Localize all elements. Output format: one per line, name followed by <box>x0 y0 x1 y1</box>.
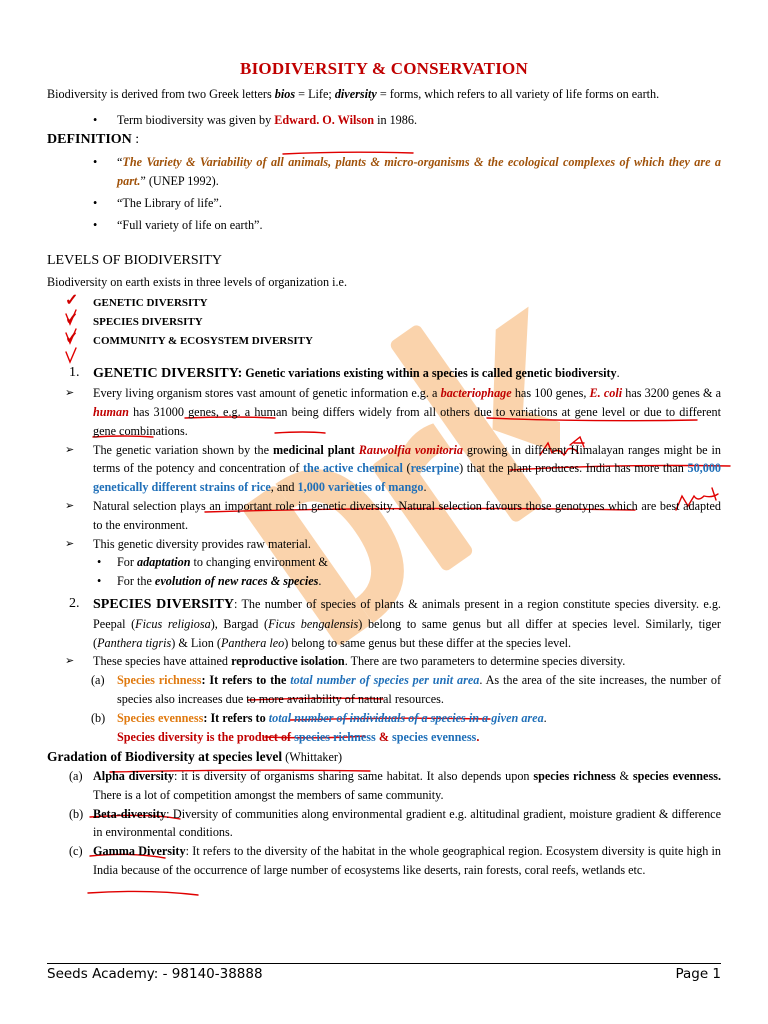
intro-text: Biodiversity is derived from two Greek letters <box>47 86 275 101</box>
intro-text: = forms, which refers to all variety of life forms on earth. <box>376 86 660 101</box>
text: ), Bargad ( <box>210 616 269 631</box>
text: has 3200 genes & a <box>622 386 722 401</box>
document-page <box>47 60 721 880</box>
arrow-bullet-icon: ➢ <box>65 387 75 400</box>
definition-quote: The Variety & Variability of all animals, plants & micro-organisms & the ecological complexes of which they are a part. <box>117 155 721 188</box>
text: ) belong to same genus but these differ at the species level. <box>284 635 572 650</box>
text: growing in different Himalayan ranges might be in terms of the potency and concentration of <box>93 442 721 476</box>
item-letter: (b) <box>69 806 84 821</box>
section-number: 2. <box>69 595 80 611</box>
species-richness-item <box>47 671 721 709</box>
text: : The number of species of plants & animals present in a region constitute species diversity. e.g. Peepal ( <box>93 596 721 631</box>
text: species evenness. <box>632 769 721 784</box>
term-ficus-bengalensis: Ficus bengalensis <box>268 616 359 631</box>
genetic-point-4 <box>47 535 721 554</box>
page-number: Page 1 <box>675 966 721 982</box>
term-human: human <box>93 404 129 419</box>
item-letter: (b) <box>91 710 106 725</box>
text: species richness <box>294 729 376 744</box>
term-rauwolfia: Rauwolfia vomitoria <box>358 442 463 457</box>
wilson-name: Edward. O. Wilson <box>274 112 375 127</box>
text: . As the area of the site increases, the number of species also increases due to more availability of natural resources. <box>117 673 722 706</box>
bullet-dot: • <box>93 155 98 170</box>
wilson-text: in 1986. <box>374 112 418 127</box>
term-reproductive-isolation: reproductive isolation <box>231 654 345 669</box>
checkmark-icon: ✓ <box>65 310 79 328</box>
definition-item-1 <box>47 153 721 191</box>
arrow-bullet-icon: ➢ <box>65 655 75 668</box>
text: For <box>117 555 137 570</box>
text: Species diversity is the product of <box>117 729 295 744</box>
term-reserpine: reserpine <box>410 461 460 476</box>
arrow-bullet-icon: ➢ <box>65 537 75 550</box>
text: . <box>543 710 547 725</box>
text: The genetic variation shown by the <box>93 442 273 457</box>
text: species richness <box>533 769 616 784</box>
term-bacteriophage: bacteriophage <box>440 386 512 401</box>
text: ( <box>402 461 411 476</box>
term-ficus-religiosa: Ficus religiosa <box>135 616 211 631</box>
alpha-diversity-item <box>47 767 721 805</box>
bullet-dot: • <box>93 217 98 232</box>
text: Every living organism stores vast amount of genetic information e.g. a <box>93 386 441 401</box>
text: has 100 genes, <box>511 386 590 401</box>
term-panthera-leo: Panthera leo <box>220 635 285 650</box>
gamma-diversity-item <box>47 842 721 880</box>
item-letter: (c) <box>69 844 83 859</box>
wilson-bullet <box>47 111 721 130</box>
term-active-chemical: the active chemical <box>302 461 403 476</box>
term-mango-varieties: 1,000 varieties of mango <box>297 480 424 495</box>
text: : it is diversity of organisms sharing same habitat. It also depends upon <box>174 769 534 784</box>
level-item-species <box>47 310 721 332</box>
evenness-definition: total number of individuals of a species in a given area <box>268 710 544 725</box>
definition-colon: : <box>131 132 140 148</box>
checkmark-icon: ✓ <box>65 291 79 309</box>
text: It refers to the <box>205 673 291 688</box>
term-gamma-diversity: Gamma Diversity <box>93 844 186 859</box>
level-label: SPECIES DIVERSITY <box>93 315 203 328</box>
level-label: GENETIC DIVERSITY <box>93 296 208 309</box>
section-number: 1. <box>69 365 80 381</box>
wilson-text: Term biodiversity was given by <box>117 112 275 127</box>
bullet-dot: • <box>93 112 98 127</box>
text: ) belong to same genus but all differ at species level. Similarly, tiger ( <box>93 616 721 650</box>
definition-text: “The Library of life”. <box>117 195 222 210</box>
genetic-point-1 <box>47 384 721 440</box>
text: has 31000 genes, e.g. a human being differs widely from all others due to variations at gene level or due to different gene combinations. <box>93 404 721 438</box>
section-definition: Genetic variations existing within a species is called genetic biodiversity <box>242 366 617 381</box>
term-diversity: diversity <box>334 86 377 101</box>
definition-item-2 <box>47 194 721 213</box>
section-title: SPECIES DIVERSITY <box>93 596 234 612</box>
beta-diversity-item <box>47 805 721 843</box>
page-footer <box>47 963 721 982</box>
arrow-bullet-icon: ➢ <box>65 499 75 512</box>
item-letter: (a) <box>69 769 83 784</box>
levels-heading: LEVELS OF BIODIVERSITY <box>47 253 222 269</box>
level-item-genetic <box>47 291 721 313</box>
bullet-dot: • <box>97 574 102 589</box>
intro-text: = Life; <box>295 86 335 101</box>
species-diversity-section <box>47 595 721 652</box>
term-species-richness: Species richness <box>117 673 202 688</box>
definition-heading <box>47 131 721 150</box>
definition-text: “Full variety of life on earth”. <box>117 217 263 232</box>
text: : It refers to the diversity of the habitat in the whole geographical region. Ecosystem diversity is quite high in India because of the occurrence of large number of ecosystems like deserts, rain forests, coral reefs, wetlands etc. <box>93 844 721 878</box>
arrow-bullet-icon: ➢ <box>65 443 75 456</box>
text: ) & Lion ( <box>171 635 221 650</box>
bullet-dot: • <box>93 195 98 210</box>
text: : <box>203 710 208 725</box>
species-point-1 <box>47 652 721 671</box>
term-rice-strains: 50,000 genetically different strains of rice <box>93 461 721 495</box>
bullet-dot: • <box>97 555 102 570</box>
text: species evenness <box>392 729 477 744</box>
text: . <box>423 480 427 495</box>
gradation-title: Gradation of Biodiversity at species level <box>47 749 283 765</box>
text: & <box>375 729 393 744</box>
text: It refers to <box>207 710 269 725</box>
text: : Diversity of communities along environmental gradient e.g. altitudinal gradient, moisture gradient & difference in environmental conditions. <box>93 806 721 840</box>
text: There is a lot of competition amongst the members of same community. <box>93 787 444 802</box>
term-alpha-diversity: Alpha diversity <box>93 769 175 784</box>
quote-open: “ <box>117 155 123 170</box>
text: . <box>476 729 480 744</box>
text: These species have attained <box>93 654 232 669</box>
checkmark-icon: ✓ <box>65 329 79 347</box>
levels-intro: Biodiversity on earth exists in three levels of organization i.e. <box>47 275 347 290</box>
term-beta-diversity: Beta-diversity <box>93 806 167 821</box>
section-title: GENETIC DIVERSITY: <box>93 366 243 382</box>
term-bios: bios <box>274 86 296 101</box>
term-ecoli: E. coli <box>589 386 623 401</box>
genetic-point-3 <box>47 497 721 535</box>
genetic-point-2 <box>47 441 721 497</box>
genetic-subpoint-2 <box>47 572 721 591</box>
term-adaptation: adaptation <box>136 555 191 570</box>
genetic-diversity-heading <box>47 364 721 384</box>
text: : <box>201 673 206 688</box>
text: . <box>318 574 322 589</box>
gradation-heading <box>47 748 721 767</box>
genetic-subpoint-1 <box>47 553 721 572</box>
page-title: BIODIVERSITY & CONSERVATION <box>240 59 528 78</box>
footer-contact: Seeds Academy: - 98140-38888 <box>47 966 263 982</box>
text: to changing environment & <box>190 555 328 570</box>
text: Natural selection plays an important role in genetic diversity. Natural selection favours those genotypes which are best adapted to the environment. <box>93 498 721 532</box>
term-medicinal-plant: medicinal plant <box>273 442 359 457</box>
text: & <box>615 769 633 784</box>
level-label: COMMUNITY & ECOSYSTEM DIVERSITY <box>93 334 313 347</box>
species-product-line <box>47 728 721 747</box>
section-definition-end: . <box>616 366 620 381</box>
text: , and <box>270 480 298 495</box>
text: ) that the plant produces. India has more than <box>459 461 688 476</box>
level-item-community <box>47 329 721 351</box>
term-species-evenness: Species evenness <box>117 710 204 725</box>
definition-item-3 <box>47 216 721 235</box>
species-evenness-item <box>47 709 721 728</box>
definition-heading-text: DEFINITION <box>47 132 132 148</box>
richness-definition: total number of species per unit area <box>290 673 480 688</box>
text: This genetic diversity provides raw material. <box>93 536 311 551</box>
definition-source: ” (UNEP 1992). <box>140 173 219 188</box>
item-letter: (a) <box>91 673 105 688</box>
intro-paragraph <box>47 85 721 104</box>
term-panthera-tigris: Panthera tigris <box>97 635 172 650</box>
text: . There are two parameters to determine species diversity. <box>344 654 626 669</box>
gradation-source: (Whittaker) <box>282 750 342 765</box>
text: For the <box>117 574 155 589</box>
term-evolution: evolution of new races & species <box>154 574 319 589</box>
